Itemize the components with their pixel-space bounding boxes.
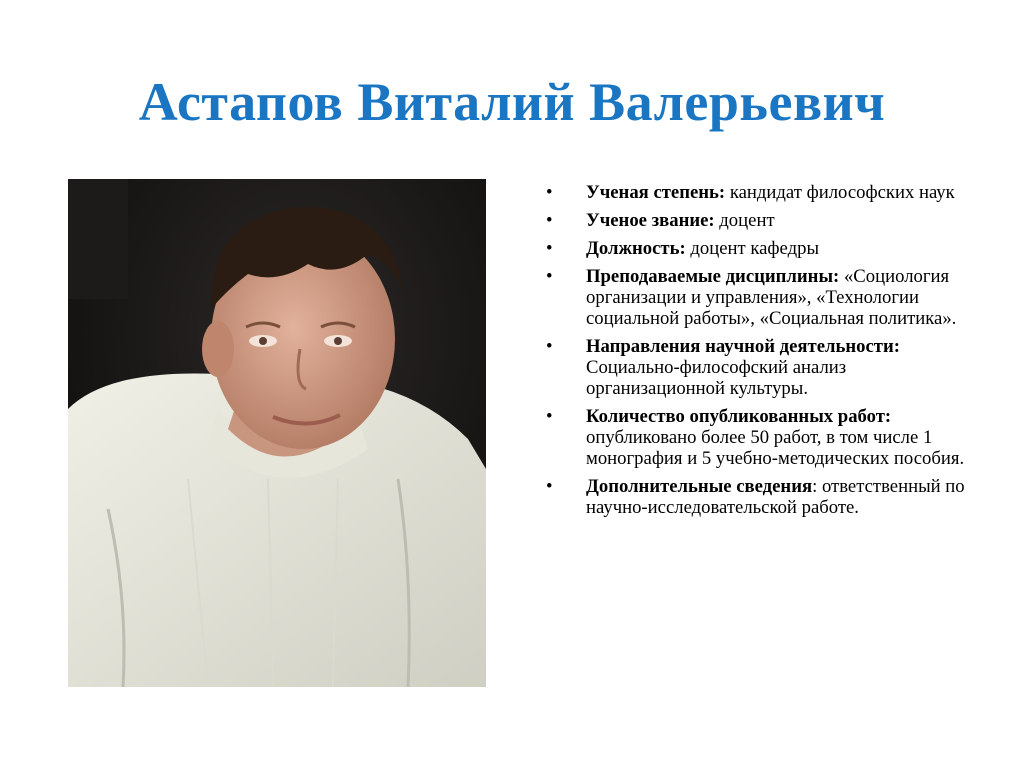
item-label: Преподаваемые дисциплины: (586, 266, 840, 287)
item-value: кандидат философских наук (725, 182, 955, 203)
list-item-additional (546, 476, 978, 518)
portrait-photo (68, 179, 486, 687)
item-label: Количество опубликованных работ: (586, 406, 892, 427)
item-label: Дополнительные сведения (586, 476, 813, 497)
item-value: Социально-философский анализ организационной культуры. (586, 357, 847, 399)
item-value: опубликовано более 50 работ, в том числе 1 монография и 5 учебно-методических пособия. (586, 427, 965, 469)
info-list (546, 182, 978, 525)
list-item-publications (546, 406, 978, 469)
item-label: Ученое звание: (586, 210, 715, 231)
portrait-photo-icon (68, 179, 486, 687)
slide-title: Астапов Виталий Валерьевич (138, 72, 886, 132)
item-value: доцент (714, 210, 775, 231)
item-label: Ученая степень: (586, 182, 726, 203)
item-value: «Социология организации и управления», «Технологии социальной работы», «Социальная политика». (586, 266, 957, 329)
list-item-research (546, 336, 978, 399)
list-item-title (546, 210, 978, 231)
item-label: Направления научной деятельности: (586, 336, 900, 357)
list-item-degree (546, 182, 978, 203)
item-label: Должность: (586, 238, 686, 259)
list-item-position (546, 238, 978, 259)
item-value: : ответственный по научно-исследовательской работе. (586, 476, 965, 518)
item-value: доцент кафедры (685, 238, 819, 259)
list-item-disciplines (546, 266, 978, 329)
